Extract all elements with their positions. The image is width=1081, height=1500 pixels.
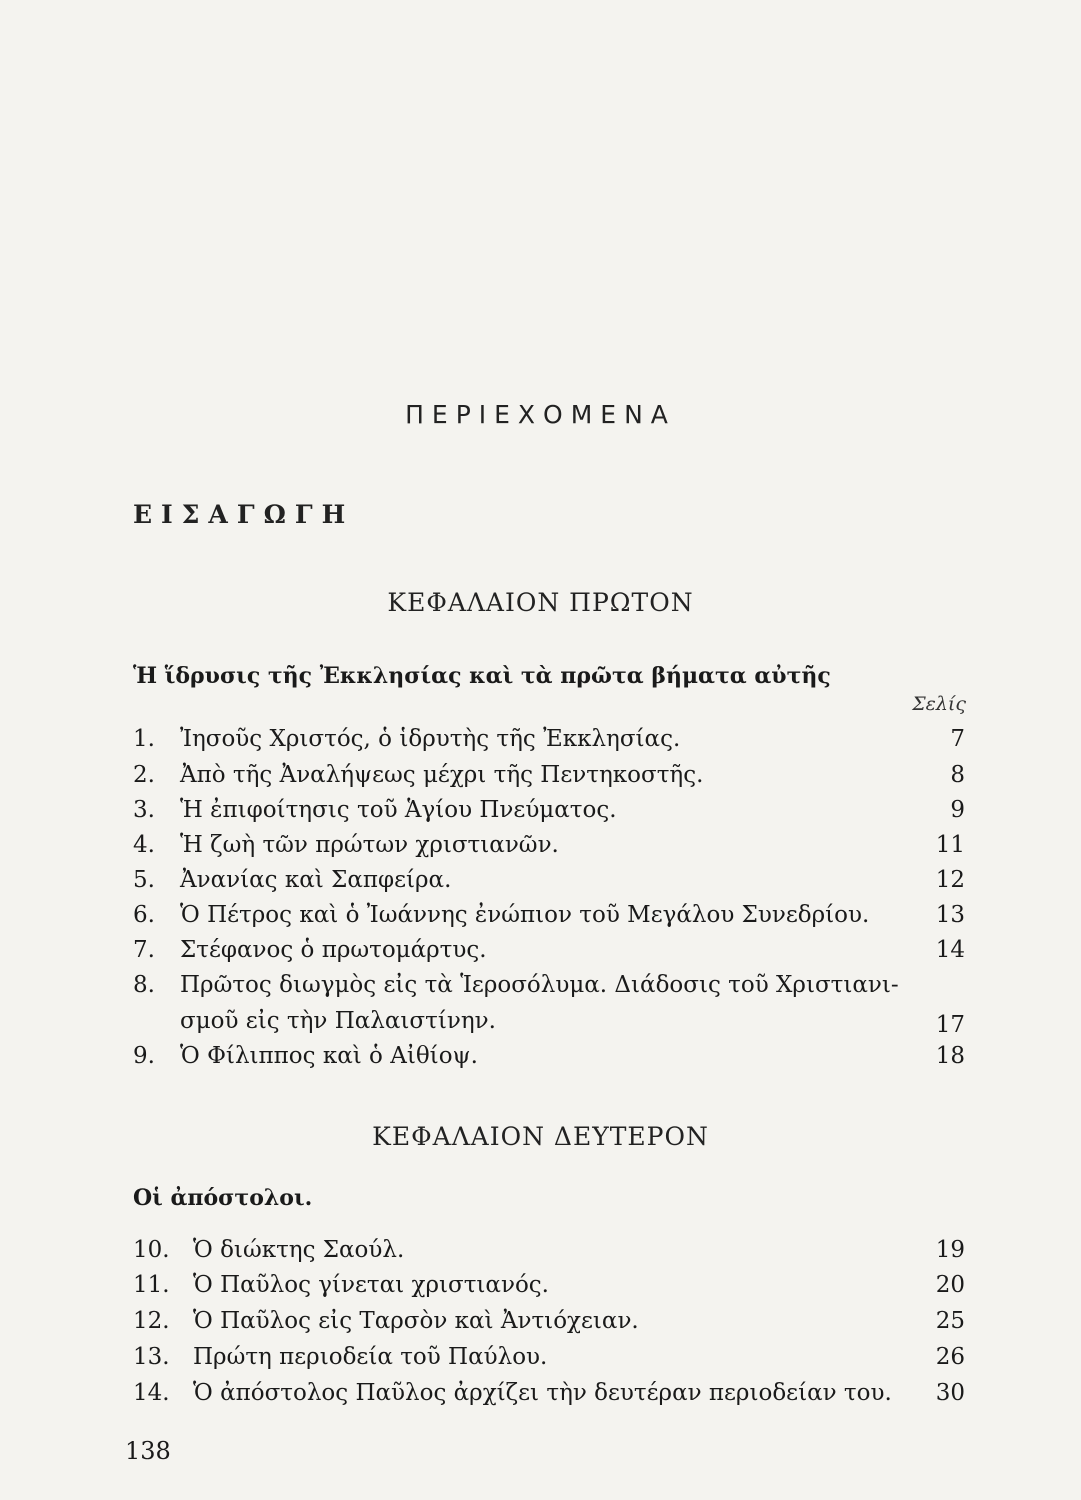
entry-title: Ὁ Παῦλος γίνεται χριστιανός. (193, 1272, 549, 1298)
entry-number: 12. (133, 1308, 170, 1334)
entry-number: 2. (133, 762, 155, 788)
entry-title: Ὁ Φίλιππος καὶ ὁ Αἰθίοψ. (180, 1043, 478, 1069)
page-title: ΠΕΡΙΕΧΟΜΕΝΑ (405, 400, 676, 429)
entry-number: 8. (133, 972, 155, 998)
chapter-1-section-title: Ἡ ἵδρυσις τῆς Ἐκκλησίας καὶ τὰ πρῶτα βήματα αὐτῆς (133, 663, 831, 689)
entry-page: 19 (935, 1237, 965, 1263)
page-number: 138 (125, 1437, 171, 1465)
chapter-2-heading: ΚΕΦΑΛΑΙΟΝ ΔΕΥΤΕΡΟΝ (372, 1122, 709, 1151)
entry-page: 26 (935, 1344, 965, 1370)
entry-title: Ἡ ζωὴ τῶν πρώτων χριστιανῶν. (180, 832, 559, 858)
entry-page: 18 (935, 1043, 965, 1069)
entry-title: Ἰησοῦς Χριστός, ὁ ἱδρυτὴς τῆς Ἐκκλησίας. (180, 726, 681, 752)
entry-number: 3. (133, 797, 155, 823)
entry-page: 25 (935, 1308, 965, 1334)
entry-number: 6. (133, 902, 155, 928)
chapter-2-section-title: Οἱ ἀπόστολοι. (133, 1185, 313, 1211)
toc-entry (133, 972, 965, 1044)
entry-number: 5. (133, 867, 155, 893)
entry-number: 10. (133, 1237, 170, 1263)
entry-page: 20 (935, 1272, 965, 1298)
entry-number: 4. (133, 832, 155, 858)
entry-page: 8 (950, 762, 965, 788)
entry-title: Ἡ ἐπιφοίτησις τοῦ Ἁγίου Πνεύματος. (180, 797, 617, 823)
entry-page: 13 (935, 902, 965, 928)
entry-page: 14 (935, 937, 965, 963)
intro-heading: ΕΙΣΑΓΩΓΗ (133, 500, 355, 529)
entry-title: Ὁ Πέτρος καὶ ὁ Ἰωάννης ἐνώπιον τοῦ Μεγάλου Συνεδρίου. (180, 902, 870, 928)
entry-number: 13. (133, 1344, 170, 1370)
page-column-label: Σελίς (912, 693, 966, 715)
entry-number: 1. (133, 726, 155, 752)
entry-page: 9 (950, 797, 965, 823)
entry-title: Ὁ διώκτης Σαούλ. (193, 1237, 405, 1263)
entry-title: Ὁ Παῦλος εἰς Ταρσὸν καὶ Ἀντιόχειαν. (193, 1308, 639, 1334)
entry-number: 11. (133, 1272, 170, 1298)
entry-title: Πρώτη περιοδεία τοῦ Παύλου. (193, 1344, 548, 1370)
entry-number: 7. (133, 937, 155, 963)
show-through-text (120, 115, 1021, 1295)
entry-title: Ὁ ἀπόστολος Παῦλος ἀρχίζει τὴν δευτέραν περιοδείαν του. (193, 1380, 892, 1406)
entry-page: 12 (935, 867, 965, 893)
entry-page: 7 (950, 726, 965, 752)
entry-page: 11 (935, 832, 965, 858)
entry-title: Ἀπὸ τῆς Ἀναλήψεως μέχρι τῆς Πεντηκοστῆς. (180, 762, 704, 788)
chapter-1-heading: ΚΕΦΑΛΑΙΟΝ ΠΡΩΤΟΝ (387, 588, 694, 617)
entry-title: Ἀνανίας καὶ Σαπφείρα. (180, 867, 452, 893)
entry-title-continued: σμοῦ εἰς τὴν Παλαιστίνην. (180, 1008, 496, 1034)
entry-page: 30 (935, 1380, 965, 1406)
entry-number: 14. (133, 1380, 170, 1406)
entry-title: Πρῶτος διωγμὸς εἰς τὰ Ἱεροσόλυμα. Διάδοσις τοῦ Χριστιανι- (180, 972, 899, 998)
entry-number: 9. (133, 1043, 155, 1069)
entry-page: 17 (935, 1012, 965, 1038)
entry-title: Στέφανος ὁ πρωτομάρτυς. (180, 937, 487, 963)
